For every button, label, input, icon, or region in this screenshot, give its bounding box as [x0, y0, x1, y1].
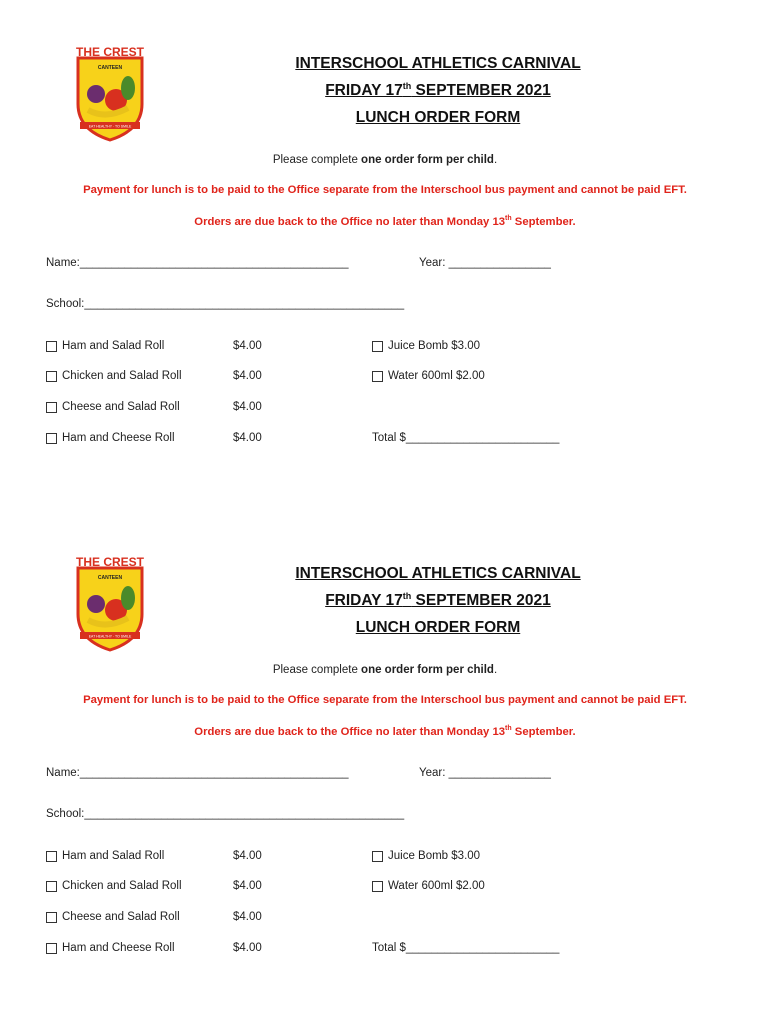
title-date: FRIDAY 17th SEPTEMBER 2021: [325, 590, 551, 609]
logo-sub-text: CANTEEN: [97, 575, 123, 581]
checkbox[interactable]: [46, 881, 57, 892]
year-field[interactable]: Year: ________________: [419, 767, 551, 779]
checkbox[interactable]: [46, 341, 57, 352]
item-ham-salad-roll[interactable]: Ham and Salad Roll: [46, 850, 164, 862]
title-event: INTERSCHOOL ATHLETICS CARNIVAL: [295, 565, 581, 582]
order-form-1: [0, 44, 770, 524]
item-price: $4.00: [233, 401, 262, 413]
item-chicken-salad-roll[interactable]: Chicken and Salad Roll: [46, 370, 182, 382]
drink-water[interactable]: Water 600ml $2.00: [372, 370, 485, 382]
logo-brand-text: THE CREST: [75, 555, 145, 569]
form-title-block: [258, 560, 618, 641]
intro-text: Please complete one order form per child.: [272, 664, 498, 676]
year-field[interactable]: Year: ________________: [419, 257, 551, 269]
checkbox[interactable]: [372, 881, 383, 892]
checkbox[interactable]: [46, 943, 57, 954]
drink-juice-bomb[interactable]: Juice Bomb $3.00: [372, 850, 480, 862]
item-ham-cheese-roll[interactable]: Ham and Cheese Roll: [46, 432, 175, 444]
intro-text: Please complete one order form per child.: [272, 154, 498, 166]
due-date-note: Orders are due back to the Office no later than Monday 13th September.: [194, 215, 576, 228]
checkbox[interactable]: [46, 851, 57, 862]
item-price: $4.00: [233, 432, 262, 444]
checkbox[interactable]: [46, 433, 57, 444]
due-date-note: Orders are due back to the Office no later than Monday 13th September.: [194, 725, 576, 738]
school-field[interactable]: School:__________________________________________________: [46, 808, 405, 820]
order-form-2: [0, 554, 770, 1034]
school-field[interactable]: School:__________________________________________________: [46, 298, 405, 310]
item-price: $4.00: [233, 340, 262, 352]
crest-canteen-logo: [72, 554, 148, 652]
drink-juice-bomb[interactable]: Juice Bomb $3.00: [372, 340, 480, 352]
checkbox[interactable]: [46, 402, 57, 413]
payment-note: Payment for lunch is to be paid to the Office separate from the Interschool bus payment and cannot be paid EFT.: [83, 184, 687, 196]
item-cheese-salad-roll[interactable]: Cheese and Salad Roll: [46, 401, 180, 413]
drink-water[interactable]: Water 600ml $2.00: [372, 880, 485, 892]
item-ham-salad-roll[interactable]: Ham and Salad Roll: [46, 340, 164, 352]
name-field[interactable]: Name:__________________________________________: [46, 767, 349, 779]
checkbox[interactable]: [46, 371, 57, 382]
logo-brand-text: THE CREST: [75, 45, 145, 59]
total-field[interactable]: Total $________________________: [372, 942, 560, 954]
payment-note: Payment for lunch is to be paid to the Office separate from the Interschool bus payment and cannot be paid EFT.: [83, 694, 687, 706]
item-ham-cheese-roll[interactable]: Ham and Cheese Roll: [46, 942, 175, 954]
title-form: LUNCH ORDER FORM: [355, 619, 521, 636]
item-cheese-salad-roll[interactable]: Cheese and Salad Roll: [46, 911, 180, 923]
total-field[interactable]: Total $________________________: [372, 432, 560, 444]
title-date: FRIDAY 17th SEPTEMBER 2021: [325, 80, 551, 99]
logo-sub-text: CANTEEN: [97, 65, 123, 71]
logo-ribbon-text: EAT HEALTHY · TO SMILE: [88, 124, 132, 129]
form-title-block: [258, 50, 618, 131]
item-price: $4.00: [233, 880, 262, 892]
checkbox[interactable]: [46, 912, 57, 923]
item-price: $4.00: [233, 850, 262, 862]
checkbox[interactable]: [372, 371, 383, 382]
item-price: $4.00: [233, 942, 262, 954]
checkbox[interactable]: [372, 851, 383, 862]
crest-canteen-logo: [72, 44, 148, 142]
title-form: LUNCH ORDER FORM: [355, 109, 521, 126]
name-field[interactable]: Name:__________________________________________: [46, 257, 349, 269]
checkbox[interactable]: [372, 341, 383, 352]
title-event: INTERSCHOOL ATHLETICS CARNIVAL: [295, 55, 581, 72]
item-chicken-salad-roll[interactable]: Chicken and Salad Roll: [46, 880, 182, 892]
item-price: $4.00: [233, 370, 262, 382]
logo-ribbon-text: EAT HEALTHY · TO SMILE: [88, 634, 132, 639]
item-price: $4.00: [233, 911, 262, 923]
